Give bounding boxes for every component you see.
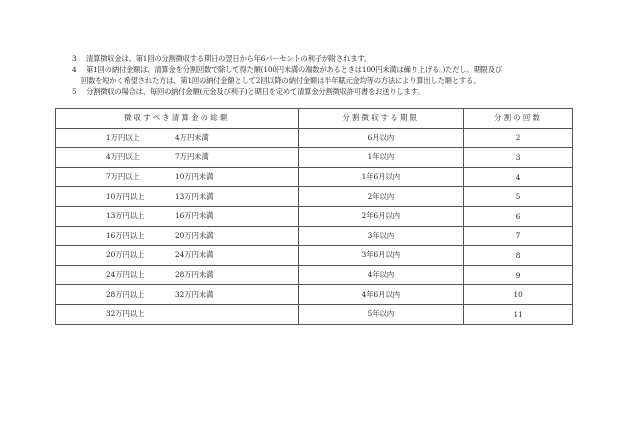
table-row xyxy=(56,304,573,324)
amount-to: 13万円未満 xyxy=(175,191,214,201)
count-cell: 3 xyxy=(464,148,573,168)
header-count: 分割の回数 xyxy=(464,109,573,129)
table-row xyxy=(56,128,573,148)
amount-range-cell xyxy=(56,167,299,187)
table-row xyxy=(56,187,573,207)
table-row xyxy=(56,167,573,187)
amount-to: 7万円未満 xyxy=(175,152,209,162)
count-cell: 10 xyxy=(464,285,573,305)
amount-range-cell xyxy=(56,148,299,168)
count-cell: 2 xyxy=(464,128,573,148)
amount-from: 4万円以上 xyxy=(106,152,140,162)
period-cell: 3年以内 xyxy=(298,226,464,246)
note-text: 分割徴収の場合は、毎回の納付金額(元金及び利子)と期日を定めて清算金分割徴収許可書をお送りします。 xyxy=(86,87,425,96)
amount-from: 10万円以上 xyxy=(106,191,145,201)
amount-from: 28万円以上 xyxy=(106,289,145,299)
period-cell: 4年以内 xyxy=(298,265,464,285)
amount-from: 24万円以上 xyxy=(106,270,145,280)
note-text: 第1回の納付金額は、清算金を分割回数で除して得た額(100円未満の端数があるときは100円未満は繰り上げる。)ただし、期限及び xyxy=(86,65,502,74)
table-row xyxy=(56,285,573,305)
count-cell: 11 xyxy=(464,304,573,324)
amount-to: 20万円未満 xyxy=(175,230,214,240)
amount-from: 7万円以上 xyxy=(106,172,140,182)
period-cell: 3年6月以内 xyxy=(298,246,464,266)
table-row xyxy=(56,226,573,246)
count-cell: 9 xyxy=(464,265,573,285)
amount-from: 13万円以上 xyxy=(106,211,145,221)
amount-from: 32万円以上 xyxy=(106,309,145,319)
installment-schedule-table xyxy=(55,108,573,325)
table-row xyxy=(56,246,573,266)
count-cell: 4 xyxy=(464,167,573,187)
note-text: 回数を短かく希望された方は、第1回の納付金額として2回以降の納付金額は半年賦元金均等の方法により算出した額とする。 xyxy=(81,76,481,85)
amount-range-cell xyxy=(56,128,299,148)
amount-to: 28万円未満 xyxy=(175,270,214,280)
note-text: 清算徴収金は、第1回の分割徴収する期日の翌日から年6パーセントの利子が附されます。 xyxy=(86,54,371,63)
note-number: 5 xyxy=(72,87,77,96)
amount-to: 24万円未満 xyxy=(175,250,214,260)
amount-range-cell xyxy=(56,226,299,246)
notes-section xyxy=(72,53,592,97)
period-cell: 1年以内 xyxy=(298,148,464,168)
amount-from: 1万円以上 xyxy=(106,132,140,142)
amount-from: 16万円以上 xyxy=(106,230,145,240)
amount-from: 20万円以上 xyxy=(106,250,145,260)
amount-range-cell xyxy=(56,285,299,305)
note-number: 3 xyxy=(72,54,77,63)
period-cell: 2年以内 xyxy=(298,187,464,207)
amount-to: 10万円未満 xyxy=(175,172,214,182)
count-cell: 6 xyxy=(464,206,573,226)
table-row xyxy=(56,206,573,226)
amount-range-cell xyxy=(56,265,299,285)
note-4 xyxy=(72,64,592,75)
header-period: 分割徴収する期限 xyxy=(298,109,464,129)
note-number: 4 xyxy=(72,65,77,74)
amount-to: 16万円未満 xyxy=(175,211,214,221)
note-3 xyxy=(72,53,592,64)
count-cell: 5 xyxy=(464,187,573,207)
period-cell: 1年6月以内 xyxy=(298,167,464,187)
table-row xyxy=(56,148,573,168)
note-4-continuation xyxy=(72,75,592,86)
amount-range-cell xyxy=(56,206,299,226)
count-cell: 7 xyxy=(464,226,573,246)
count-cell: 8 xyxy=(464,246,573,266)
period-cell: 6月以内 xyxy=(298,128,464,148)
period-cell: 4年6月以内 xyxy=(298,285,464,305)
period-cell: 2年6月以内 xyxy=(298,206,464,226)
amount-range-cell xyxy=(56,304,299,324)
table-header-row xyxy=(56,109,573,129)
amount-to: 32万円未満 xyxy=(175,289,214,299)
amount-to: 4万円未満 xyxy=(175,132,209,142)
period-cell: 5年以内 xyxy=(298,304,464,324)
table-row xyxy=(56,265,573,285)
amount-range-cell xyxy=(56,246,299,266)
header-total-amount: 徴収すべき清算金の総額 xyxy=(56,109,299,129)
note-5 xyxy=(72,86,592,97)
amount-range-cell xyxy=(56,187,299,207)
